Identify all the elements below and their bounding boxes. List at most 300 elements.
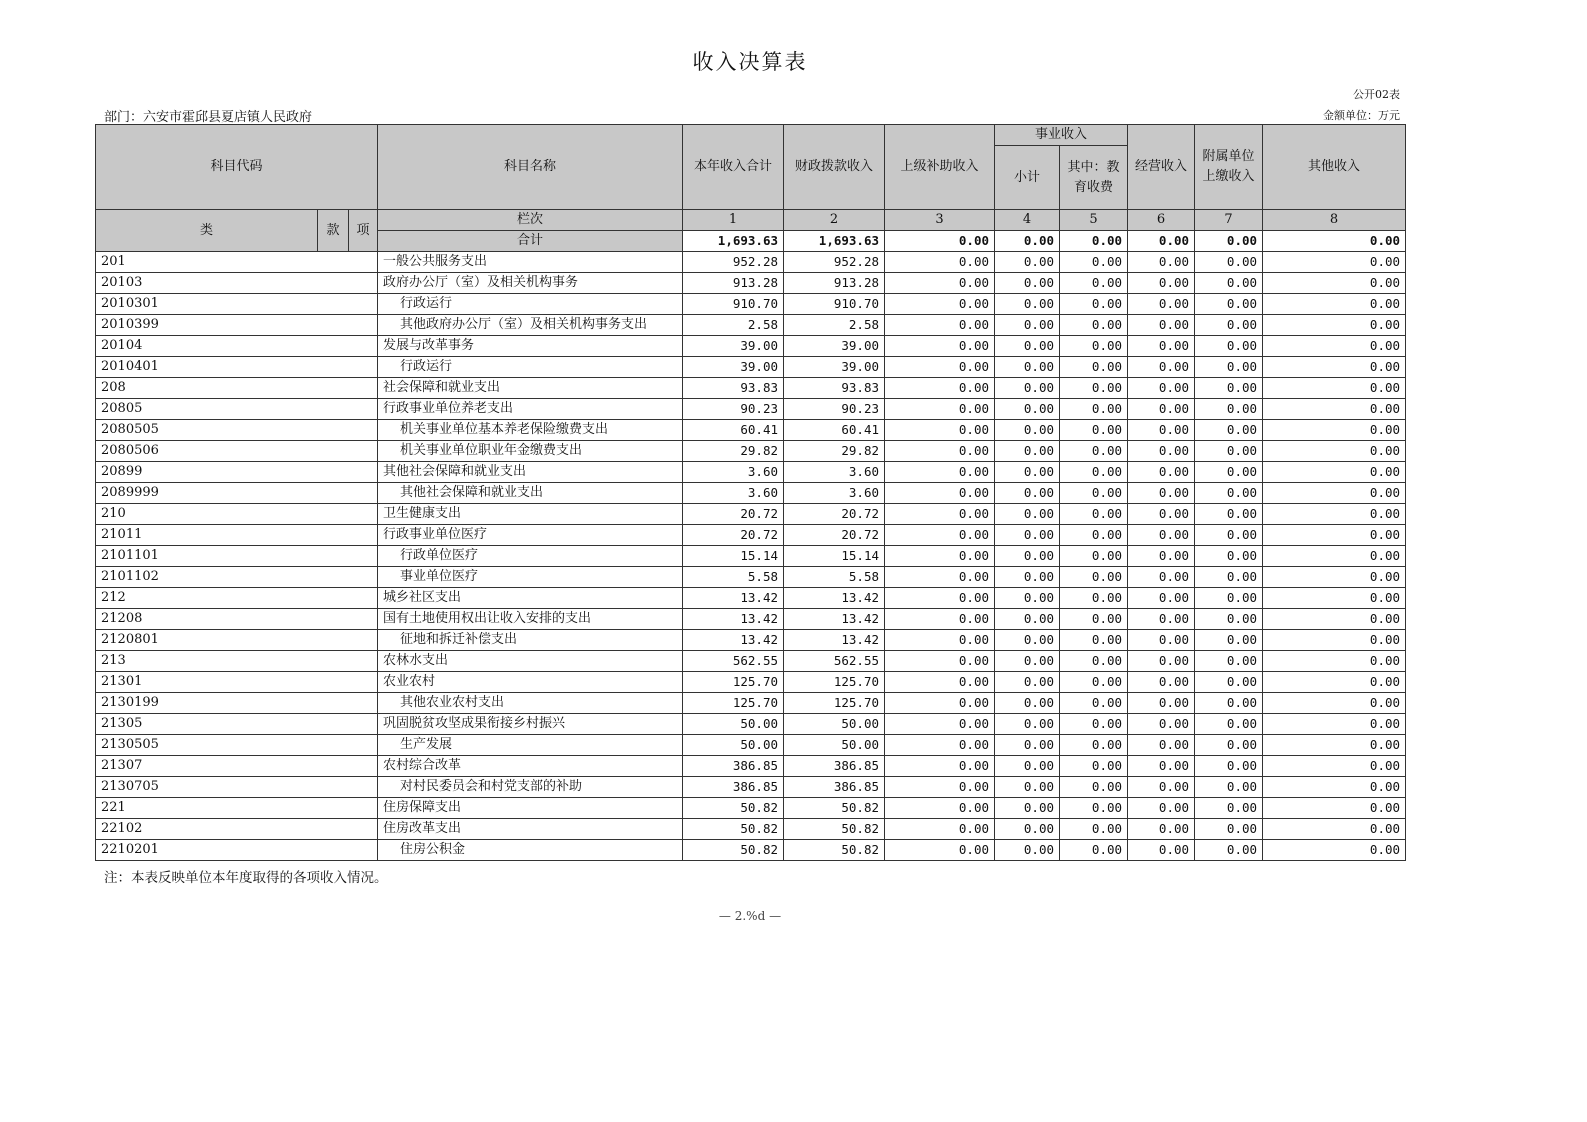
- subject-code: 208: [96, 378, 378, 399]
- total-cell: 0.00: [995, 231, 1060, 252]
- subject-name: 征地和拆迁补偿支出: [378, 630, 683, 651]
- subject-name: 事业单位医疗: [378, 567, 683, 588]
- amount-cell: 0.00: [1195, 840, 1263, 861]
- subject-code: 22102: [96, 819, 378, 840]
- amount-cell: 29.82: [683, 441, 784, 462]
- amount-cell: 50.82: [784, 819, 885, 840]
- amount-cell: 3.60: [683, 483, 784, 504]
- amount-cell: 0.00: [1195, 630, 1263, 651]
- amount-cell: 0.00: [1263, 672, 1406, 693]
- amount-cell: 0.00: [1195, 672, 1263, 693]
- amount-cell: 0.00: [1195, 735, 1263, 756]
- department-label: 部门：六安市霍邱县夏店镇人民政府: [104, 110, 313, 125]
- col-no: 5: [1060, 210, 1128, 231]
- subject-code: 201: [96, 252, 378, 273]
- subject-name: 社会保障和就业支出: [378, 378, 683, 399]
- amount-cell: 0.00: [1195, 819, 1263, 840]
- amount-cell: 0.00: [1195, 714, 1263, 735]
- amount-cell: 0.00: [995, 735, 1060, 756]
- amount-cell: 0.00: [1263, 357, 1406, 378]
- amount-cell: 0.00: [1195, 777, 1263, 798]
- amount-cell: 13.42: [784, 609, 885, 630]
- amount-cell: 0.00: [1060, 546, 1128, 567]
- page-number: — 2.%d —: [718, 909, 782, 923]
- amount-cell: 13.42: [683, 588, 784, 609]
- amount-cell: 0.00: [995, 819, 1060, 840]
- table-row: [96, 735, 1406, 756]
- amount-cell: 90.23: [683, 399, 784, 420]
- amount-cell: 0.00: [885, 420, 995, 441]
- amount-cell: 0.00: [995, 273, 1060, 294]
- amount-cell: 0.00: [995, 315, 1060, 336]
- amount-cell: 0.00: [1060, 819, 1128, 840]
- col-no: 6: [1128, 210, 1195, 231]
- amount-cell: 0.00: [1128, 693, 1195, 714]
- subject-code: 2101101: [96, 546, 378, 567]
- amount-cell: 0.00: [1128, 777, 1195, 798]
- total-label: 合计: [378, 231, 683, 252]
- amount-cell: 0.00: [1128, 420, 1195, 441]
- subject-name: 生产发展: [378, 735, 683, 756]
- table-row: [96, 714, 1406, 735]
- amount-cell: 0.00: [1195, 756, 1263, 777]
- amount-cell: 0.00: [1195, 336, 1263, 357]
- table-row: [96, 609, 1406, 630]
- header-fiscal: 财政拨款收入: [784, 125, 885, 210]
- amount-cell: 0.00: [1263, 252, 1406, 273]
- amount-cell: 50.00: [683, 714, 784, 735]
- amount-cell: 0.00: [1195, 315, 1263, 336]
- amount-cell: 90.23: [784, 399, 885, 420]
- total-cell: 0.00: [885, 231, 995, 252]
- amount-cell: 0.00: [1060, 588, 1128, 609]
- amount-cell: 0.00: [1060, 483, 1128, 504]
- table-row: [96, 399, 1406, 420]
- amount-cell: 0.00: [995, 504, 1060, 525]
- amount-cell: 0.00: [1263, 756, 1406, 777]
- total-cell: 0.00: [1263, 231, 1406, 252]
- amount-cell: 0.00: [995, 294, 1060, 315]
- amount-cell: 0.00: [1195, 273, 1263, 294]
- header-total: 本年收入合计: [683, 125, 784, 210]
- subject-code: 21208: [96, 609, 378, 630]
- amount-cell: 0.00: [995, 357, 1060, 378]
- amount-cell: 0.00: [1195, 357, 1263, 378]
- subject-code: 2130705: [96, 777, 378, 798]
- amount-cell: 0.00: [1128, 525, 1195, 546]
- subject-code: 2080505: [96, 420, 378, 441]
- table-row: [96, 777, 1406, 798]
- subject-name: 农业农村: [378, 672, 683, 693]
- subject-name: 行政单位医疗: [378, 546, 683, 567]
- amount-cell: 0.00: [1128, 735, 1195, 756]
- amount-cell: 0.00: [1128, 483, 1195, 504]
- amount-cell: 913.28: [784, 273, 885, 294]
- header-edu: 其中：教育收费: [1060, 146, 1128, 210]
- header-row-1: [96, 125, 1406, 146]
- subject-code: 210: [96, 504, 378, 525]
- amount-cell: 0.00: [995, 525, 1060, 546]
- amount-cell: 0.00: [995, 399, 1060, 420]
- amount-cell: 20.72: [784, 504, 885, 525]
- header-kuan: 款: [318, 210, 349, 252]
- amount-cell: 0.00: [1128, 672, 1195, 693]
- col-no: 7: [1195, 210, 1263, 231]
- amount-cell: 0.00: [1060, 756, 1128, 777]
- amount-cell: 0.00: [1128, 567, 1195, 588]
- amount-cell: 0.00: [885, 315, 995, 336]
- header-name: 科目名称: [378, 125, 683, 210]
- amount-cell: 386.85: [784, 756, 885, 777]
- amount-cell: 0.00: [1128, 399, 1195, 420]
- amount-cell: 0.00: [1128, 630, 1195, 651]
- subject-name: 住房改革支出: [378, 819, 683, 840]
- amount-cell: 50.82: [784, 840, 885, 861]
- subject-name: 国有土地使用权出让收入安排的支出: [378, 609, 683, 630]
- amount-cell: 0.00: [1128, 441, 1195, 462]
- amount-cell: 3.60: [683, 462, 784, 483]
- subject-code: 21307: [96, 756, 378, 777]
- amount-cell: 0.00: [885, 693, 995, 714]
- amount-cell: 13.42: [784, 630, 885, 651]
- amount-cell: 0.00: [1128, 378, 1195, 399]
- amount-cell: 0.00: [1128, 588, 1195, 609]
- amount-cell: 0.00: [885, 462, 995, 483]
- header-lei: 类: [96, 210, 318, 252]
- subject-name: 巩固脱贫攻坚成果衔接乡村振兴: [378, 714, 683, 735]
- amount-cell: 29.82: [784, 441, 885, 462]
- amount-cell: 0.00: [995, 630, 1060, 651]
- subject-name: 其他社会保障和就业支出: [378, 462, 683, 483]
- amount-cell: 0.00: [1195, 651, 1263, 672]
- subject-code: 20899: [96, 462, 378, 483]
- subject-name: 农林水支出: [378, 651, 683, 672]
- amount-cell: 0.00: [1128, 651, 1195, 672]
- header-superior: 上级补助收入: [885, 125, 995, 210]
- amount-cell: 125.70: [683, 672, 784, 693]
- amount-cell: 0.00: [885, 252, 995, 273]
- subject-code: 2010301: [96, 294, 378, 315]
- header-xiang: 项: [349, 210, 378, 252]
- amount-cell: 0.00: [1195, 798, 1263, 819]
- amount-cell: 0.00: [885, 525, 995, 546]
- col-no: 4: [995, 210, 1060, 231]
- amount-cell: 0.00: [995, 672, 1060, 693]
- amount-cell: 0.00: [1060, 693, 1128, 714]
- data-rows: [96, 252, 1406, 861]
- report-title: 收入决算表: [692, 50, 808, 74]
- amount-cell: 0.00: [1263, 819, 1406, 840]
- amount-cell: 386.85: [683, 777, 784, 798]
- amount-cell: 0.00: [1263, 273, 1406, 294]
- amount-cell: 0.00: [995, 441, 1060, 462]
- amount-cell: 0.00: [1263, 378, 1406, 399]
- amount-cell: 0.00: [1128, 504, 1195, 525]
- amount-cell: 0.00: [995, 420, 1060, 441]
- amount-cell: 0.00: [1263, 567, 1406, 588]
- header-other: 其他收入: [1263, 125, 1406, 210]
- subject-code: 221: [96, 798, 378, 819]
- amount-cell: 125.70: [683, 693, 784, 714]
- amount-cell: 0.00: [1263, 798, 1406, 819]
- amount-cell: 0.00: [1195, 378, 1263, 399]
- amount-cell: 0.00: [1060, 336, 1128, 357]
- table-row: [96, 441, 1406, 462]
- amount-cell: 952.28: [784, 252, 885, 273]
- amount-cell: 0.00: [885, 714, 995, 735]
- subject-name: 发展与改革事务: [378, 336, 683, 357]
- header-row-3: [96, 210, 1406, 231]
- amount-cell: 0.00: [1195, 588, 1263, 609]
- amount-cell: 0.00: [885, 357, 995, 378]
- amount-cell: 0.00: [1195, 504, 1263, 525]
- amount-cell: 0.00: [1263, 483, 1406, 504]
- table-row: [96, 294, 1406, 315]
- amount-cell: 93.83: [683, 378, 784, 399]
- amount-cell: 0.00: [1263, 504, 1406, 525]
- subject-code: 20805: [96, 399, 378, 420]
- amount-cell: 0.00: [1195, 420, 1263, 441]
- header-business: 经营收入: [1128, 125, 1195, 210]
- amount-cell: 0.00: [1060, 798, 1128, 819]
- amount-cell: 0.00: [1128, 798, 1195, 819]
- amount-cell: 50.82: [784, 798, 885, 819]
- amount-cell: 0.00: [1128, 714, 1195, 735]
- amount-cell: 0.00: [1060, 525, 1128, 546]
- amount-cell: 0.00: [1128, 609, 1195, 630]
- amount-cell: 0.00: [1128, 756, 1195, 777]
- amount-cell: 3.60: [784, 483, 885, 504]
- amount-cell: 0.00: [1060, 252, 1128, 273]
- subject-code: 2210201: [96, 840, 378, 861]
- subject-name: 机关事业单位职业年金缴费支出: [378, 441, 683, 462]
- table-row: [96, 483, 1406, 504]
- amount-cell: 0.00: [1263, 546, 1406, 567]
- amount-cell: 0.00: [1060, 441, 1128, 462]
- header-affiliate: 附属单位上缴收入: [1195, 125, 1263, 210]
- table-row: [96, 651, 1406, 672]
- table-row: [96, 588, 1406, 609]
- amount-cell: 50.82: [683, 798, 784, 819]
- table-row: [96, 819, 1406, 840]
- amount-cell: 0.00: [885, 273, 995, 294]
- header-column-no: 栏次: [378, 210, 683, 231]
- table-row: [96, 315, 1406, 336]
- amount-cell: 0.00: [1195, 462, 1263, 483]
- amount-cell: 0.00: [1263, 294, 1406, 315]
- total-cell: 1,693.63: [683, 231, 784, 252]
- amount-cell: 0.00: [885, 735, 995, 756]
- amount-cell: 0.00: [885, 609, 995, 630]
- amount-cell: 50.82: [683, 819, 784, 840]
- amount-cell: 0.00: [1060, 840, 1128, 861]
- amount-cell: 13.42: [683, 609, 784, 630]
- amount-cell: 0.00: [1060, 504, 1128, 525]
- amount-cell: 0.00: [1060, 714, 1128, 735]
- table-row: [96, 630, 1406, 651]
- amount-cell: 0.00: [1128, 315, 1195, 336]
- subject-name: 城乡社区支出: [378, 588, 683, 609]
- amount-cell: 0.00: [995, 693, 1060, 714]
- amount-cell: 0.00: [1263, 336, 1406, 357]
- subject-code: 21301: [96, 672, 378, 693]
- amount-cell: 0.00: [995, 546, 1060, 567]
- col-no: 2: [784, 210, 885, 231]
- amount-cell: 913.28: [683, 273, 784, 294]
- table-row: [96, 840, 1406, 861]
- subject-name: 政府办公厅（室）及相关机构事务: [378, 273, 683, 294]
- table-row: [96, 378, 1406, 399]
- amount-cell: 0.00: [1128, 462, 1195, 483]
- amount-cell: 0.00: [885, 378, 995, 399]
- table-row: [96, 546, 1406, 567]
- amount-cell: 0.00: [995, 714, 1060, 735]
- amount-cell: 0.00: [995, 756, 1060, 777]
- amount-cell: 0.00: [1060, 672, 1128, 693]
- income-table: [95, 124, 1406, 861]
- subject-code: 2130199: [96, 693, 378, 714]
- subject-name: 其他农业农村支出: [378, 693, 683, 714]
- amount-cell: 0.00: [885, 567, 995, 588]
- subject-name: 卫生健康支出: [378, 504, 683, 525]
- table-row: [96, 756, 1406, 777]
- amount-cell: 0.00: [995, 651, 1060, 672]
- amount-cell: 562.55: [784, 651, 885, 672]
- table-row: [96, 567, 1406, 588]
- amount-cell: 0.00: [1263, 462, 1406, 483]
- amount-cell: 0.00: [885, 294, 995, 315]
- amount-cell: 0.00: [885, 651, 995, 672]
- amount-cell: 0.00: [1263, 420, 1406, 441]
- amount-cell: 0.00: [1128, 357, 1195, 378]
- table-row: [96, 693, 1406, 714]
- amount-cell: 0.00: [885, 630, 995, 651]
- amount-cell: 0.00: [885, 840, 995, 861]
- subject-code: 2130505: [96, 735, 378, 756]
- footnote: 注：本表反映单位本年度取得的各项收入情况。: [104, 870, 388, 886]
- amount-cell: 0.00: [1060, 399, 1128, 420]
- table-row: [96, 420, 1406, 441]
- subject-name: 一般公共服务支出: [378, 252, 683, 273]
- amount-cell: 0.00: [885, 672, 995, 693]
- subject-name: 行政运行: [378, 294, 683, 315]
- amount-cell: 0.00: [1195, 252, 1263, 273]
- amount-cell: 39.00: [683, 336, 784, 357]
- amount-cell: 50.00: [784, 714, 885, 735]
- subject-name: 农村综合改革: [378, 756, 683, 777]
- amount-cell: 20.72: [683, 504, 784, 525]
- amount-cell: 2.58: [784, 315, 885, 336]
- amount-cell: 0.00: [885, 546, 995, 567]
- table-row: [96, 525, 1406, 546]
- subject-name: 其他社会保障和就业支出: [378, 483, 683, 504]
- table-row: [96, 798, 1406, 819]
- subject-name: 行政事业单位医疗: [378, 525, 683, 546]
- amount-cell: 15.14: [683, 546, 784, 567]
- table-row: [96, 672, 1406, 693]
- amount-cell: 0.00: [1263, 525, 1406, 546]
- amount-cell: 0.00: [885, 588, 995, 609]
- header-career: 事业收入: [995, 125, 1128, 146]
- amount-cell: 0.00: [1195, 693, 1263, 714]
- amount-cell: 0.00: [885, 336, 995, 357]
- amount-cell: 20.72: [784, 525, 885, 546]
- table-row: [96, 357, 1406, 378]
- subject-name: 对村民委员会和村党支部的补助: [378, 777, 683, 798]
- amount-cell: 0.00: [1195, 441, 1263, 462]
- amount-cell: 60.41: [784, 420, 885, 441]
- subject-name: 住房公积金: [378, 840, 683, 861]
- col-no: 1: [683, 210, 784, 231]
- table-row: [96, 504, 1406, 525]
- amount-cell: 0.00: [1195, 399, 1263, 420]
- amount-cell: 0.00: [1128, 273, 1195, 294]
- amount-cell: 0.00: [995, 252, 1060, 273]
- amount-cell: 60.41: [683, 420, 784, 441]
- amount-cell: 0.00: [1263, 588, 1406, 609]
- amount-cell: 0.00: [1263, 777, 1406, 798]
- amount-cell: 5.58: [784, 567, 885, 588]
- amount-cell: 910.70: [683, 294, 784, 315]
- amount-cell: 0.00: [885, 798, 995, 819]
- amount-cell: 0.00: [1060, 357, 1128, 378]
- amount-cell: 910.70: [784, 294, 885, 315]
- total-cell: 0.00: [1195, 231, 1263, 252]
- amount-cell: 50.00: [784, 735, 885, 756]
- amount-cell: 0.00: [1263, 735, 1406, 756]
- amount-cell: 0.00: [1263, 630, 1406, 651]
- amount-cell: 562.55: [683, 651, 784, 672]
- amount-cell: 0.00: [1195, 483, 1263, 504]
- amount-cell: 952.28: [683, 252, 784, 273]
- amount-cell: 0.00: [1263, 693, 1406, 714]
- amount-cell: 0.00: [885, 399, 995, 420]
- subject-code: 2120801: [96, 630, 378, 651]
- amount-cell: 0.00: [995, 336, 1060, 357]
- amount-cell: 0.00: [1128, 336, 1195, 357]
- total-cell: 0.00: [1060, 231, 1128, 252]
- amount-cell: 13.42: [784, 588, 885, 609]
- amount-cell: 0.00: [1060, 273, 1128, 294]
- col-no: 8: [1263, 210, 1406, 231]
- amount-cell: 0.00: [1128, 252, 1195, 273]
- amount-cell: 125.70: [784, 693, 885, 714]
- amount-cell: 0.00: [885, 777, 995, 798]
- subject-code: 20104: [96, 336, 378, 357]
- amount-cell: 2.58: [683, 315, 784, 336]
- amount-cell: 0.00: [1195, 609, 1263, 630]
- amount-cell: 5.58: [683, 567, 784, 588]
- amount-cell: 0.00: [995, 567, 1060, 588]
- amount-cell: 0.00: [995, 609, 1060, 630]
- header-code: 科目代码: [96, 125, 378, 210]
- subject-code: 2010399: [96, 315, 378, 336]
- col-no: 3: [885, 210, 995, 231]
- amount-cell: 0.00: [1060, 630, 1128, 651]
- amount-cell: 50.82: [683, 840, 784, 861]
- amount-cell: 0.00: [995, 840, 1060, 861]
- subject-code: 213: [96, 651, 378, 672]
- amount-cell: 3.60: [784, 462, 885, 483]
- subject-code: 21011: [96, 525, 378, 546]
- amount-cell: 0.00: [995, 798, 1060, 819]
- amount-cell: 0.00: [1060, 609, 1128, 630]
- amount-cell: 0.00: [995, 777, 1060, 798]
- header-subtotal: 小计: [995, 146, 1060, 210]
- amount-cell: 0.00: [885, 504, 995, 525]
- amount-cell: 0.00: [1128, 840, 1195, 861]
- amount-cell: 0.00: [1060, 462, 1128, 483]
